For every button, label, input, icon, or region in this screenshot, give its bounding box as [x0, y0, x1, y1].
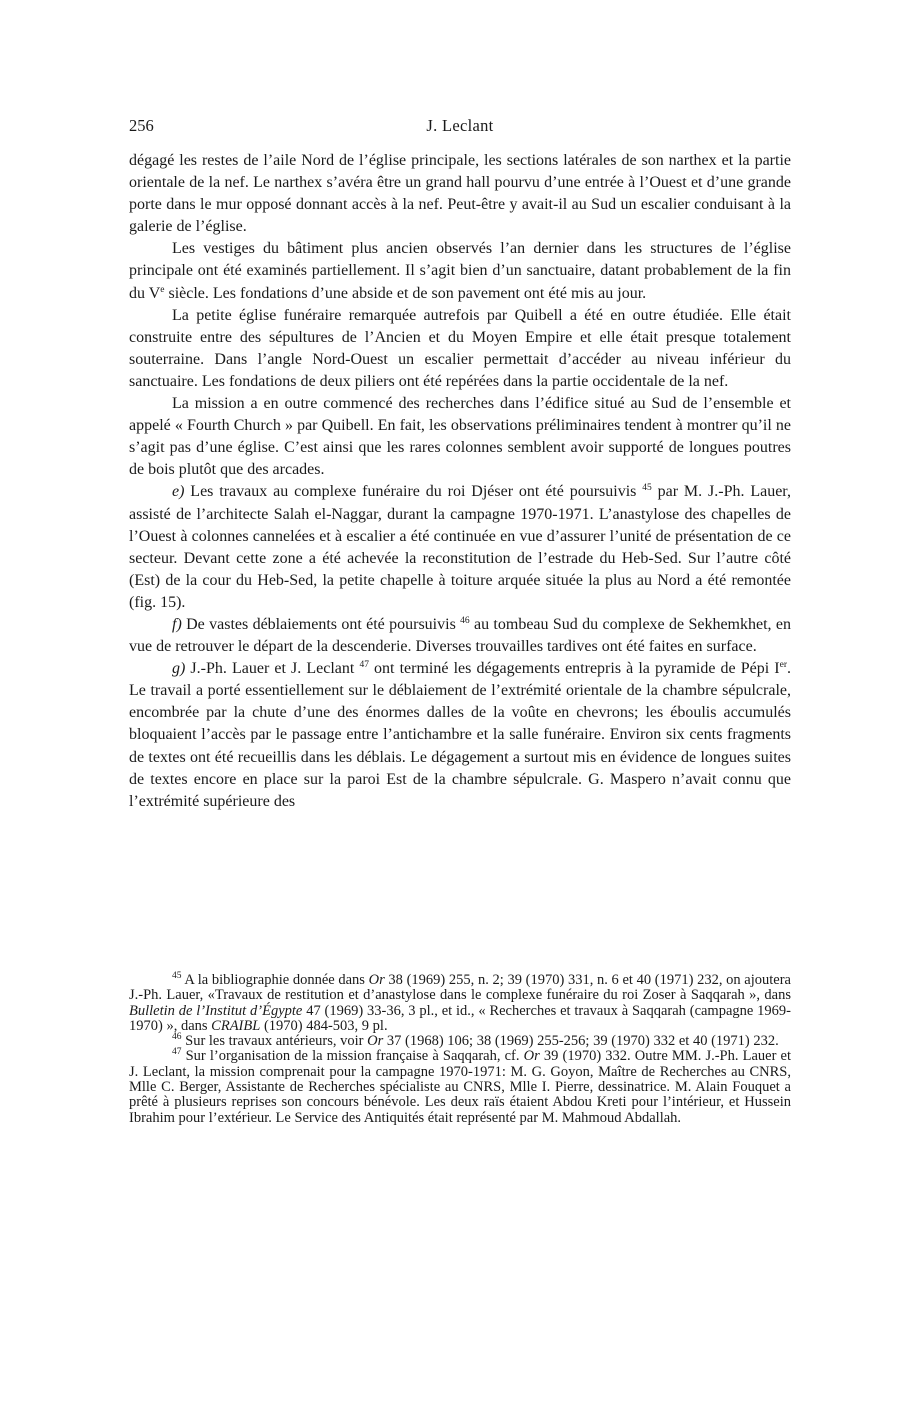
footnote [129, 973, 791, 1034]
body-paragraph [129, 658, 791, 813]
body-paragraph [129, 393, 791, 481]
text-run: Les travaux au complexe funéraire du roi Djéser ont été poursuivis [184, 483, 643, 501]
italic-text: f) [172, 615, 182, 633]
italic-text: g) [172, 660, 186, 678]
text-run: au tombeau Sud du complexe de Sekhemkhet, en vue de retrouver le départ de la descenderie. Diverses trouvailles tardives ont été faites en surface. [129, 615, 791, 656]
italic-text: Or [368, 972, 385, 988]
footnote-marker: er [779, 660, 788, 671]
footnote-marker: 47 [359, 660, 369, 671]
italic-text: CRAIBL [211, 1017, 261, 1034]
footnote-marker: 46 [172, 1032, 182, 1043]
text-run: (1970) 484-503, 9 pl. [260, 1017, 388, 1034]
footnote-marker: 45 [642, 483, 652, 494]
footnote [129, 1049, 791, 1125]
footnote-marker: 46 [460, 615, 470, 626]
body-text [129, 150, 791, 813]
text-run: La petite église funéraire remarquée autrefois par Quibell a été en outre étudiée. Elle était construite entre des sépultures de l’Ancien et du Moyen Empire et elle était presque totalement souterraine. Dans l’angle Nord-Ouest un escalier permettait d’accéder au niveau inférieur du sanctuaire. Les fondations de deux piliers ont été repérées dans la partie occidentale de la nef. [129, 306, 791, 390]
text-run: Sur les travaux antérieurs, voir [181, 1033, 368, 1050]
text-run: 47 (1969) 33-36, 3 pl., et id., « Recherches et travaux à Saqqarah (campagne 1969-1970) », dans [129, 1002, 791, 1034]
text-run: dégagé les restes de l’aile Nord de l’église principale, les sections latérales de son narthex et la partie orientale de la nef. Le narthex s’avéra être un grand hall pourvu d’une entrée à l’Ouest et d’une grande porte dans le mur opposé donnant accès à la nef. Peut-être y avait-il au Sud un escalier conduisant à la galerie de l’église. [129, 152, 791, 236]
text-run: J.-Ph. Lauer et J. Leclant [185, 660, 360, 678]
body-paragraph [129, 481, 791, 614]
footnote-marker: 47 [172, 1047, 182, 1058]
text-run: 38 (1969) 255, n. 2; 39 (1970) 331, n. 6 et 40 (1971) 232, on ajoutera J.-Ph. Lauer, «Travaux de restitution et d’anastylose dans le complexe funéraire du roi Zoser à Saqqarah », dans [129, 972, 791, 1004]
body-paragraph [129, 238, 791, 304]
text-run: De vastes déblaiements ont été poursuivis [181, 615, 461, 633]
page-number: 256 [129, 116, 154, 135]
text-run: 37 (1968) 106; 38 (1969) 255-256; 39 (1970) 332 et 40 (1971) 232. [383, 1033, 779, 1050]
text-run: ont terminé les dégagements entrepris à la pyramide de Pépi I [368, 660, 780, 678]
italic-text: Bulletin de l’Institut d’Égypte [129, 1002, 303, 1019]
text-run: La mission a en outre commencé des recherches dans l’édifice situé au Sud de l’ensemble et appelé « Fourth Church » par Quibell. En fait, les observations préliminaires tendent à montrer qu’il ne s’agit pas d’une église. C’est ainsi que les rares colonnes semblent avoir supporté de longues poutres de bois plutôt que des arcades. [129, 395, 791, 479]
text-run: . Le travail a porté essentiellement sur le déblaiement de l’extrémité orientale de la chambre sépulcrale, encombrée par la chute d’une des énormes dalles de la voûte en chevrons; les éboulis accumulés bloquaient l’accès par le passage entre l’antichambre et la salle funéraire. Environ six cents fragments de textes ont été recueillis dans les déblais. Le dégagement a surtout mis en évidence de longues suites de textes encore en place sur la paroi Est de la chambre sépulcrale. G. Maspero n’avait connu que l’extrémité supérieure des [129, 660, 792, 810]
text-run: siècle. Les fondations d’une abside et de son pavement ont été mis au jour. [164, 284, 647, 302]
text-run: A la bibliographie donnée dans [181, 972, 369, 988]
body-paragraph [129, 305, 791, 393]
text-run: Sur l’organisation de la mission française à Saqqarah, cf. [181, 1048, 524, 1065]
text-run: Les vestiges du bâtiment plus ancien observés l’an dernier dans les structures de l’église principale ont été examinés partiellement. Il s’agit bien d’un sanctuaire, datant probablement de la fin du V [129, 240, 791, 302]
text-run: 39 (1970) 332. Outre MM. J.-Ph. Lauer et J. Leclant, la mission comprenait pour la campagne 1970-1971: M. G. Goyon, Maître de Recherches au CNRS, Mlle C. Berger, Assistante de Recherches spécialiste au CNRS, Mlle I. Pierre, dessinatrice. M. Alain Fouquet a prêté à plusieurs reprises son concours bénévole. Les deux raïs étaient Abdou Kreti pour l’intérieur, et Hussein Ibrahim pour l’extérieur. Le Service des Antiquités était représenté par M. Mahmoud Abdallah. [129, 1048, 792, 1126]
italic-text: Or [367, 1033, 384, 1050]
italic-text: e) [172, 483, 185, 501]
body-paragraph [129, 614, 791, 658]
footnote-marker: 45 [172, 971, 182, 981]
footnotes [129, 973, 791, 1126]
text-run: par M. J.-Ph. Lauer, assisté de l’architecte Salah el-Naggar, durant la campagne 1970-1971. L’anastylose des chapelles de l’Ouest à colonnes cannelées et à escalier a été continuée en vue d’assurer l’unité de présentation de ce secteur. Devant cette zone a été achevée la reconstitution de l’estrade du Heb-Sed. Sur l’autre côté (Est) de la cour du Heb-Sed, la petite chapelle à toiture arquée située la plus au Nord a été remontée (fig. 15). [129, 483, 791, 611]
footnote-marker: e [160, 284, 165, 295]
body-paragraph [129, 150, 791, 238]
running-head: J. Leclant [426, 116, 494, 135]
italic-text: Or [523, 1048, 540, 1065]
page-header [129, 116, 791, 140]
